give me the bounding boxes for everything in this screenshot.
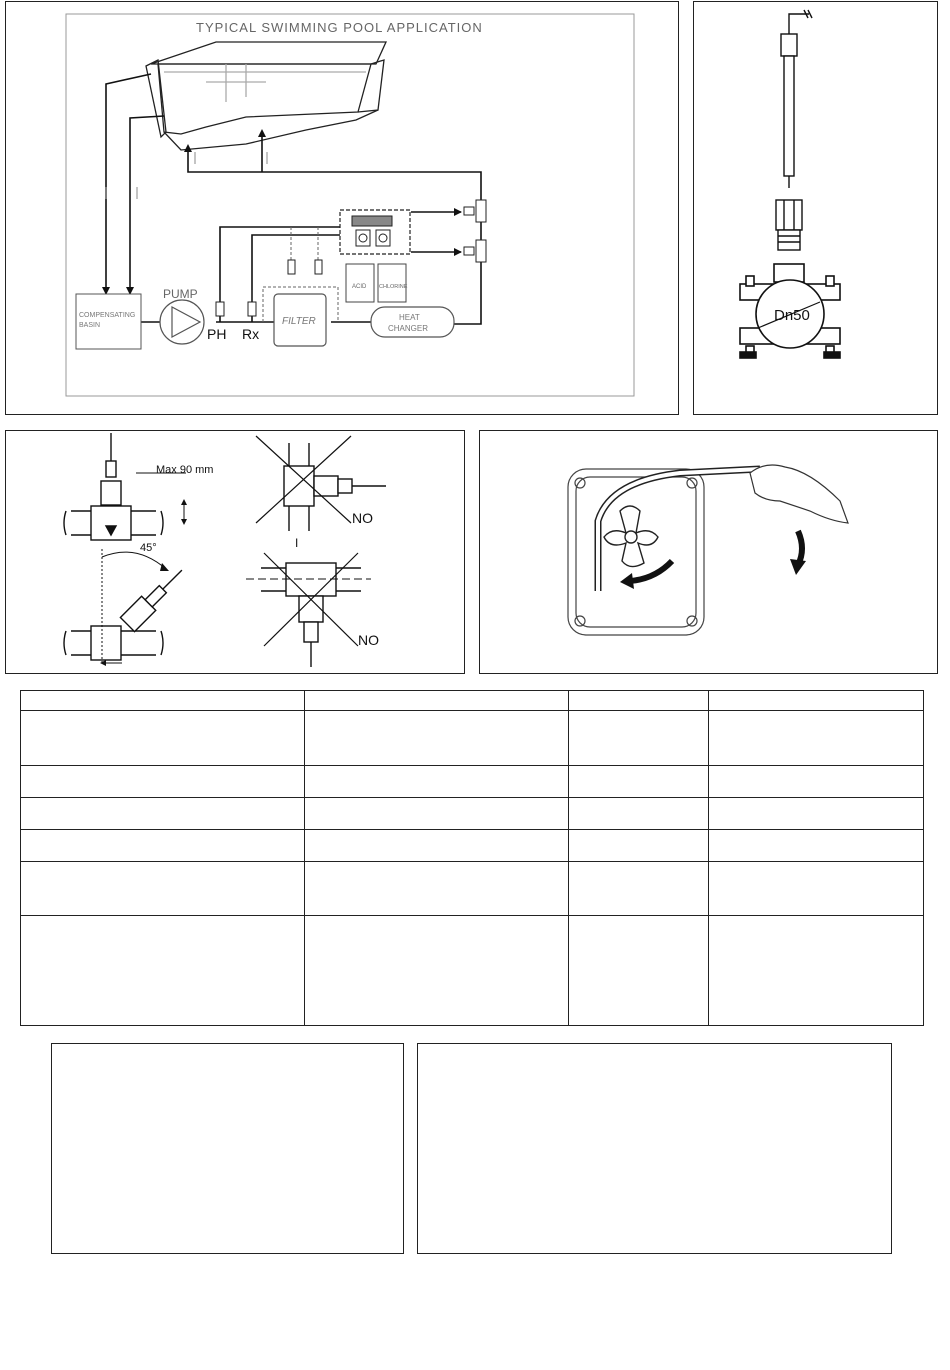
table-row <box>21 798 924 830</box>
chlorine-tank <box>378 264 406 302</box>
pump-label: PUMP <box>163 287 198 301</box>
compensating-basin-label-1: COMPENSATING <box>79 312 136 319</box>
filter-label: FILTER <box>282 316 316 327</box>
injection-fittings <box>464 200 486 262</box>
chlorine-label: CHLORINE <box>379 284 408 290</box>
probe-icon <box>781 10 812 188</box>
no-label-2: NO <box>358 632 379 648</box>
probe-clamp-frame <box>693 1 938 415</box>
pool-diagram-title: TYPICAL SWIMMING POOL APPLICATION <box>196 20 483 35</box>
pool-basin <box>146 42 386 150</box>
table-row <box>21 766 924 798</box>
max-height-label: Max 90 mm <box>156 464 214 476</box>
acid-label: ACID <box>352 284 367 290</box>
acid-tank <box>346 264 374 302</box>
hand-icon <box>750 465 848 523</box>
heat-changer-label-1: HEAT <box>399 313 420 322</box>
angle-label: 45° <box>140 542 157 554</box>
correct-vertical-mount <box>64 433 163 540</box>
pool-application-frame <box>5 1 679 415</box>
table-row <box>21 830 924 862</box>
correct-angled-mount <box>64 563 189 660</box>
probe-clamp-diagram <box>694 2 937 414</box>
installation-diagram <box>6 431 464 673</box>
installation-frame <box>5 430 465 674</box>
no-label-1: NO <box>352 510 373 526</box>
ph-label: PH <box>207 326 227 342</box>
heat-changer-label-2: CHANGER <box>388 324 429 333</box>
down-arrow-icon <box>798 531 802 565</box>
empty-box-right <box>417 1043 892 1254</box>
pump-rotor-knob <box>604 506 658 567</box>
pump-head-frame <box>479 430 938 674</box>
pump-tube <box>598 469 760 591</box>
probe-fitting <box>776 200 802 250</box>
empty-box-left <box>51 1043 404 1254</box>
table-row <box>21 916 924 1026</box>
rx-probe <box>248 290 256 316</box>
pool-application-diagram <box>6 2 678 414</box>
rx-label: Rx <box>242 326 260 342</box>
compensating-basin-label-2: BASIN <box>79 322 101 329</box>
specification-table <box>20 690 924 1026</box>
table-row <box>21 691 924 711</box>
pump-symbol <box>160 300 204 344</box>
ph-probe <box>216 290 224 316</box>
dn-label: Dn50 <box>774 307 810 324</box>
pump-head-diagram <box>480 431 937 673</box>
table-row <box>21 862 924 916</box>
table-row <box>21 711 924 766</box>
divider-mark: I <box>295 536 299 550</box>
